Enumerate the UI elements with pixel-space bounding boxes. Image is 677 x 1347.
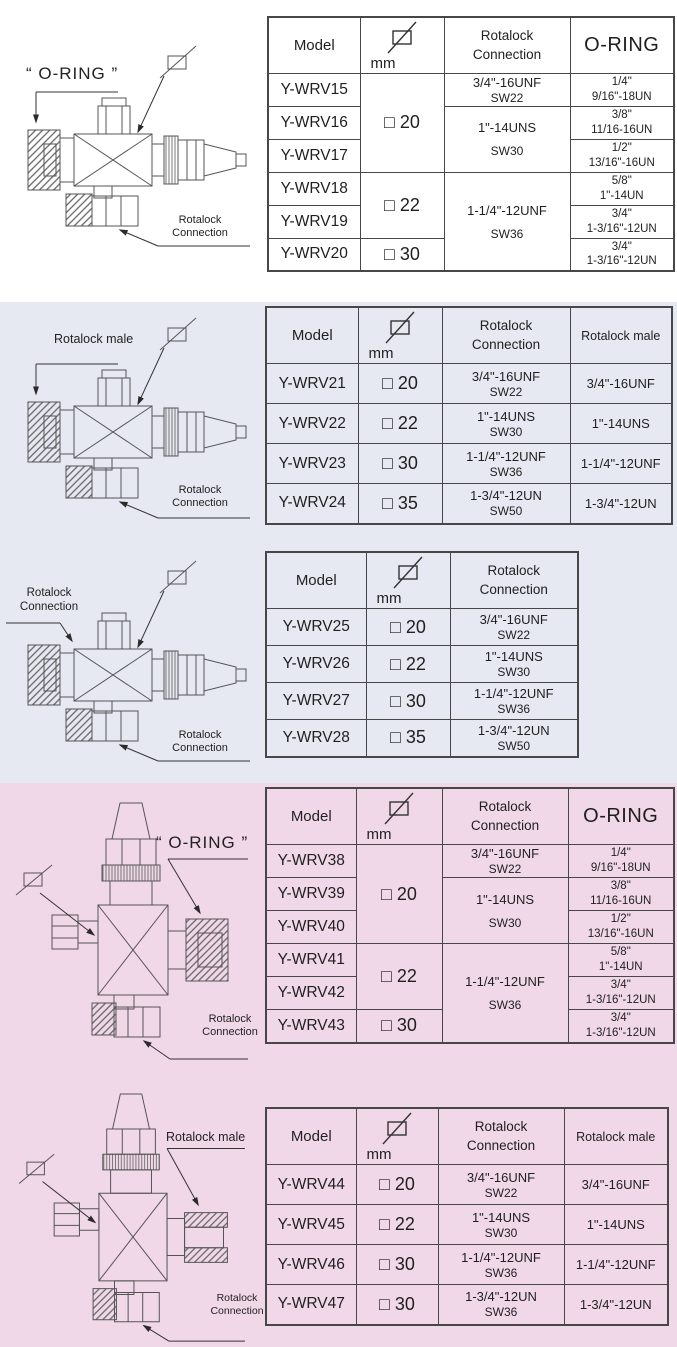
col-rotalock-male: Rotalock male [564,1108,668,1165]
square-diameter-symbol [19,1154,54,1183]
size-mm-cell: □ 22 [356,1205,438,1245]
model-cell: Y-WRV45 [266,1205,356,1245]
oring-label: “ O-RING ” [26,64,119,83]
section-block-lavender [0,302,677,783]
model-cell: Y-WRV43 [266,1010,356,1043]
rotalock-connection-cell: 3/4"-16UNF SW22 [438,1165,564,1205]
spec-table [267,16,675,272]
model-cell: Y-WRV22 [266,404,358,444]
section-wrv21-24 [0,302,677,545]
section-wrv44-47 [0,1092,677,1347]
o-ring-cell: 5/8" 1"-14UN [568,944,674,977]
square-diameter-symbol [385,19,419,55]
size-mm-cell: □ 35 [366,720,450,757]
rotalock-male-label: Rotalock male [54,332,134,346]
o-ring-cell: 1/4" 9/16"-18UN [568,845,674,878]
model-cell: Y-WRV44 [266,1165,356,1205]
col-rotalock-connection: Rotalock Connection [450,552,578,609]
rotalock-male-label: Rotalock male [166,1130,246,1144]
rotalock-connection-cell: 1"-14UNS SW30 [438,1205,564,1245]
model-cell: Y-WRV23 [266,444,358,484]
o-ring-cell: 1/2" 13/16"-16UN [568,911,674,944]
valve-drawing-horizontal-oring [0,0,265,302]
rotalock-connection-cell: 1-3/4"-12UN SW50 [450,720,578,757]
rotalock-connection-label: Rotalock Connection [172,729,228,755]
o-ring-cell: 3/4" 1-3/16"-12UN [570,205,674,238]
o-ring-cell: 3/8" 11/16-16UN [568,878,674,911]
rotalock-connection-label-left: Rotalock Connection [19,587,79,613]
size-mm-cell: □ 30 [366,683,450,720]
rotalock-connection-label: Rotalock Connection [172,484,228,510]
rotalock-male-cell: 1-1/4"-12UNF [564,1245,668,1285]
col-size-mm: mm [360,17,444,74]
rotalock-connection-cell: 3/4"-16UNF SW22 [442,364,570,404]
square-diameter-symbol [16,865,52,895]
spec-table [265,306,673,525]
section-block-white [0,0,677,302]
rotalock-male-cell: 3/4"-16UNF [570,364,672,404]
section-wrv25-28 [0,545,677,783]
rotalock-male-cell: 1"-14UNS [564,1205,668,1245]
rotalock-connection-cell: 1"-14UNS SW30 [450,646,578,683]
square-diameter-symbol [391,554,425,590]
rotalock-male-cell: 3/4"-16UNF [564,1165,668,1205]
col-size-mm: mm [358,307,442,364]
rotalock-connection-cell: 1"-14UNS SW30 [442,878,568,944]
square-diameter-symbol [160,318,196,350]
rotalock-male-cell: 1"-14UNS [570,404,672,444]
oring-label: “ O-RING ” [156,833,249,852]
model-cell: Y-WRV18 [268,172,360,205]
spec-table [265,551,579,758]
rotalock-connection-cell: 1"-14UNS SW30 [444,107,570,173]
valve-drawing-vertical-oring [0,783,265,1092]
rotalock-male-cell: 1-3/4"-12UN [564,1285,668,1325]
model-cell: Y-WRV47 [266,1285,356,1325]
rotalock-connection-cell: 1"-14UNS SW30 [442,404,570,444]
col-rotalock-male: Rotalock male [570,307,672,364]
o-ring-cell: 1/4" 9/16"-18UN [570,74,674,107]
col-model: Model [266,552,366,609]
rotalock-connection-cell: 1-1/4"-12UNF SW36 [444,172,570,271]
model-cell: Y-WRV28 [266,720,366,757]
spec-table [265,1107,669,1326]
col-model: Model [266,788,356,845]
model-cell: Y-WRV27 [266,683,366,720]
o-ring-cell: 3/4" 1-3/16"-12UN [568,1010,674,1043]
rotalock-connection-cell: 1-1/4"-12UNF SW36 [450,683,578,720]
model-cell: Y-WRV25 [266,609,366,646]
valve-drawing-vertical-male [0,1092,265,1347]
col-model: Model [266,307,358,364]
col-size-mm: mm [366,552,450,609]
rotalock-male-cell: 1-3/4"-12UN [570,484,672,524]
col-oring: O-RING [570,17,674,74]
spec-table-wrv21-24 [265,306,673,545]
o-ring-cell: 3/4" 1-3/16"-12UN [568,977,674,1010]
model-cell: Y-WRV46 [266,1245,356,1285]
model-cell: Y-WRV15 [268,74,360,107]
size-mm-cell: □ 30 [356,1285,438,1325]
size-mm-cell: □ 20 [358,364,442,404]
rotalock-connection-cell: 3/4"-16UNF SW22 [450,609,578,646]
spec-table-wrv25-28 [265,551,579,783]
square-diameter-symbol [380,1110,414,1146]
rotalock-connection-label: Rotalock Connection [202,1013,258,1039]
rotalock-connection-cell: 1-1/4"-12UNF SW36 [438,1245,564,1285]
o-ring-cell: 5/8" 1"-14UN [570,172,674,205]
model-cell: Y-WRV42 [266,977,356,1010]
spec-table [265,787,675,1044]
square-diameter-symbol [382,790,416,826]
size-mm-cell: □ 30 [356,1010,442,1043]
o-ring-cell: 3/4" 1-3/16"-12UN [570,238,674,271]
size-mm-cell: □ 20 [366,609,450,646]
square-diameter-symbol [160,561,196,593]
size-mm-cell: □ 30 [360,238,444,271]
rotalock-connection-cell: 3/4"-16UNF SW22 [444,74,570,107]
spec-table-wrv15-20 [267,16,675,302]
size-mm-cell: □ 20 [360,74,444,173]
col-size-mm: mm [356,788,442,845]
col-model: Model [268,17,360,74]
model-cell: Y-WRV16 [268,107,360,140]
rotalock-male-cell: 1-1/4"-12UNF [570,444,672,484]
rotalock-connection-cell: 1-1/4"-12UNF SW36 [442,444,570,484]
section-block-pink [0,783,677,1347]
square-diameter-symbol [160,46,196,78]
o-ring-cell: 3/8" 11/16-16UN [570,107,674,140]
size-mm-cell: □ 22 [360,172,444,238]
model-cell: Y-WRV39 [266,878,356,911]
section-wrv38-43 [0,783,677,1092]
size-mm-cell: □ 22 [358,404,442,444]
o-ring-cell: 1/2" 13/16"-16UN [570,139,674,172]
model-cell: Y-WRV20 [268,238,360,271]
col-rotalock-connection: Rotalock Connection [442,788,568,845]
model-cell: Y-WRV38 [266,845,356,878]
size-mm-cell: □ 20 [356,1165,438,1205]
rotalock-connection-cell: 1-3/4"-12UN SW36 [438,1285,564,1325]
col-oring: O-RING [568,788,674,845]
col-size-mm: mm [356,1108,438,1165]
model-cell: Y-WRV26 [266,646,366,683]
model-cell: Y-WRV40 [266,911,356,944]
rotalock-connection-label: Rotalock Connection [172,214,228,240]
model-cell: Y-WRV24 [266,484,358,524]
valve-drawing-horizontal-male [0,302,265,545]
size-mm-cell: □ 22 [356,944,442,1010]
valve-drawing-horizontal-connection [0,545,265,783]
square-diameter-symbol [383,309,417,345]
size-mm-cell: □ 35 [358,484,442,524]
spec-table-wrv38-43 [265,787,675,1092]
rotalock-connection-cell: 1-3/4"-12UN SW50 [442,484,570,524]
rotalock-connection-label: Rotalock Connection [210,1292,264,1317]
col-rotalock-connection: Rotalock Connection [444,17,570,74]
col-rotalock-connection: Rotalock Connection [442,307,570,364]
model-cell: Y-WRV19 [268,205,360,238]
col-rotalock-connection: Rotalock Connection [438,1108,564,1165]
spec-table-wrv44-47 [265,1107,669,1347]
size-mm-cell: □ 20 [356,845,442,944]
rotalock-connection-cell: 1-1/4"-12UNF SW36 [442,944,568,1043]
size-mm-cell: □ 30 [358,444,442,484]
col-model: Model [266,1108,356,1165]
model-cell: Y-WRV17 [268,139,360,172]
rotalock-connection-cell: 3/4"-16UNF SW22 [442,845,568,878]
model-cell: Y-WRV41 [266,944,356,977]
section-wrv15-20 [0,0,677,302]
model-cell: Y-WRV21 [266,364,358,404]
size-mm-cell: □ 30 [356,1245,438,1285]
size-mm-cell: □ 22 [366,646,450,683]
